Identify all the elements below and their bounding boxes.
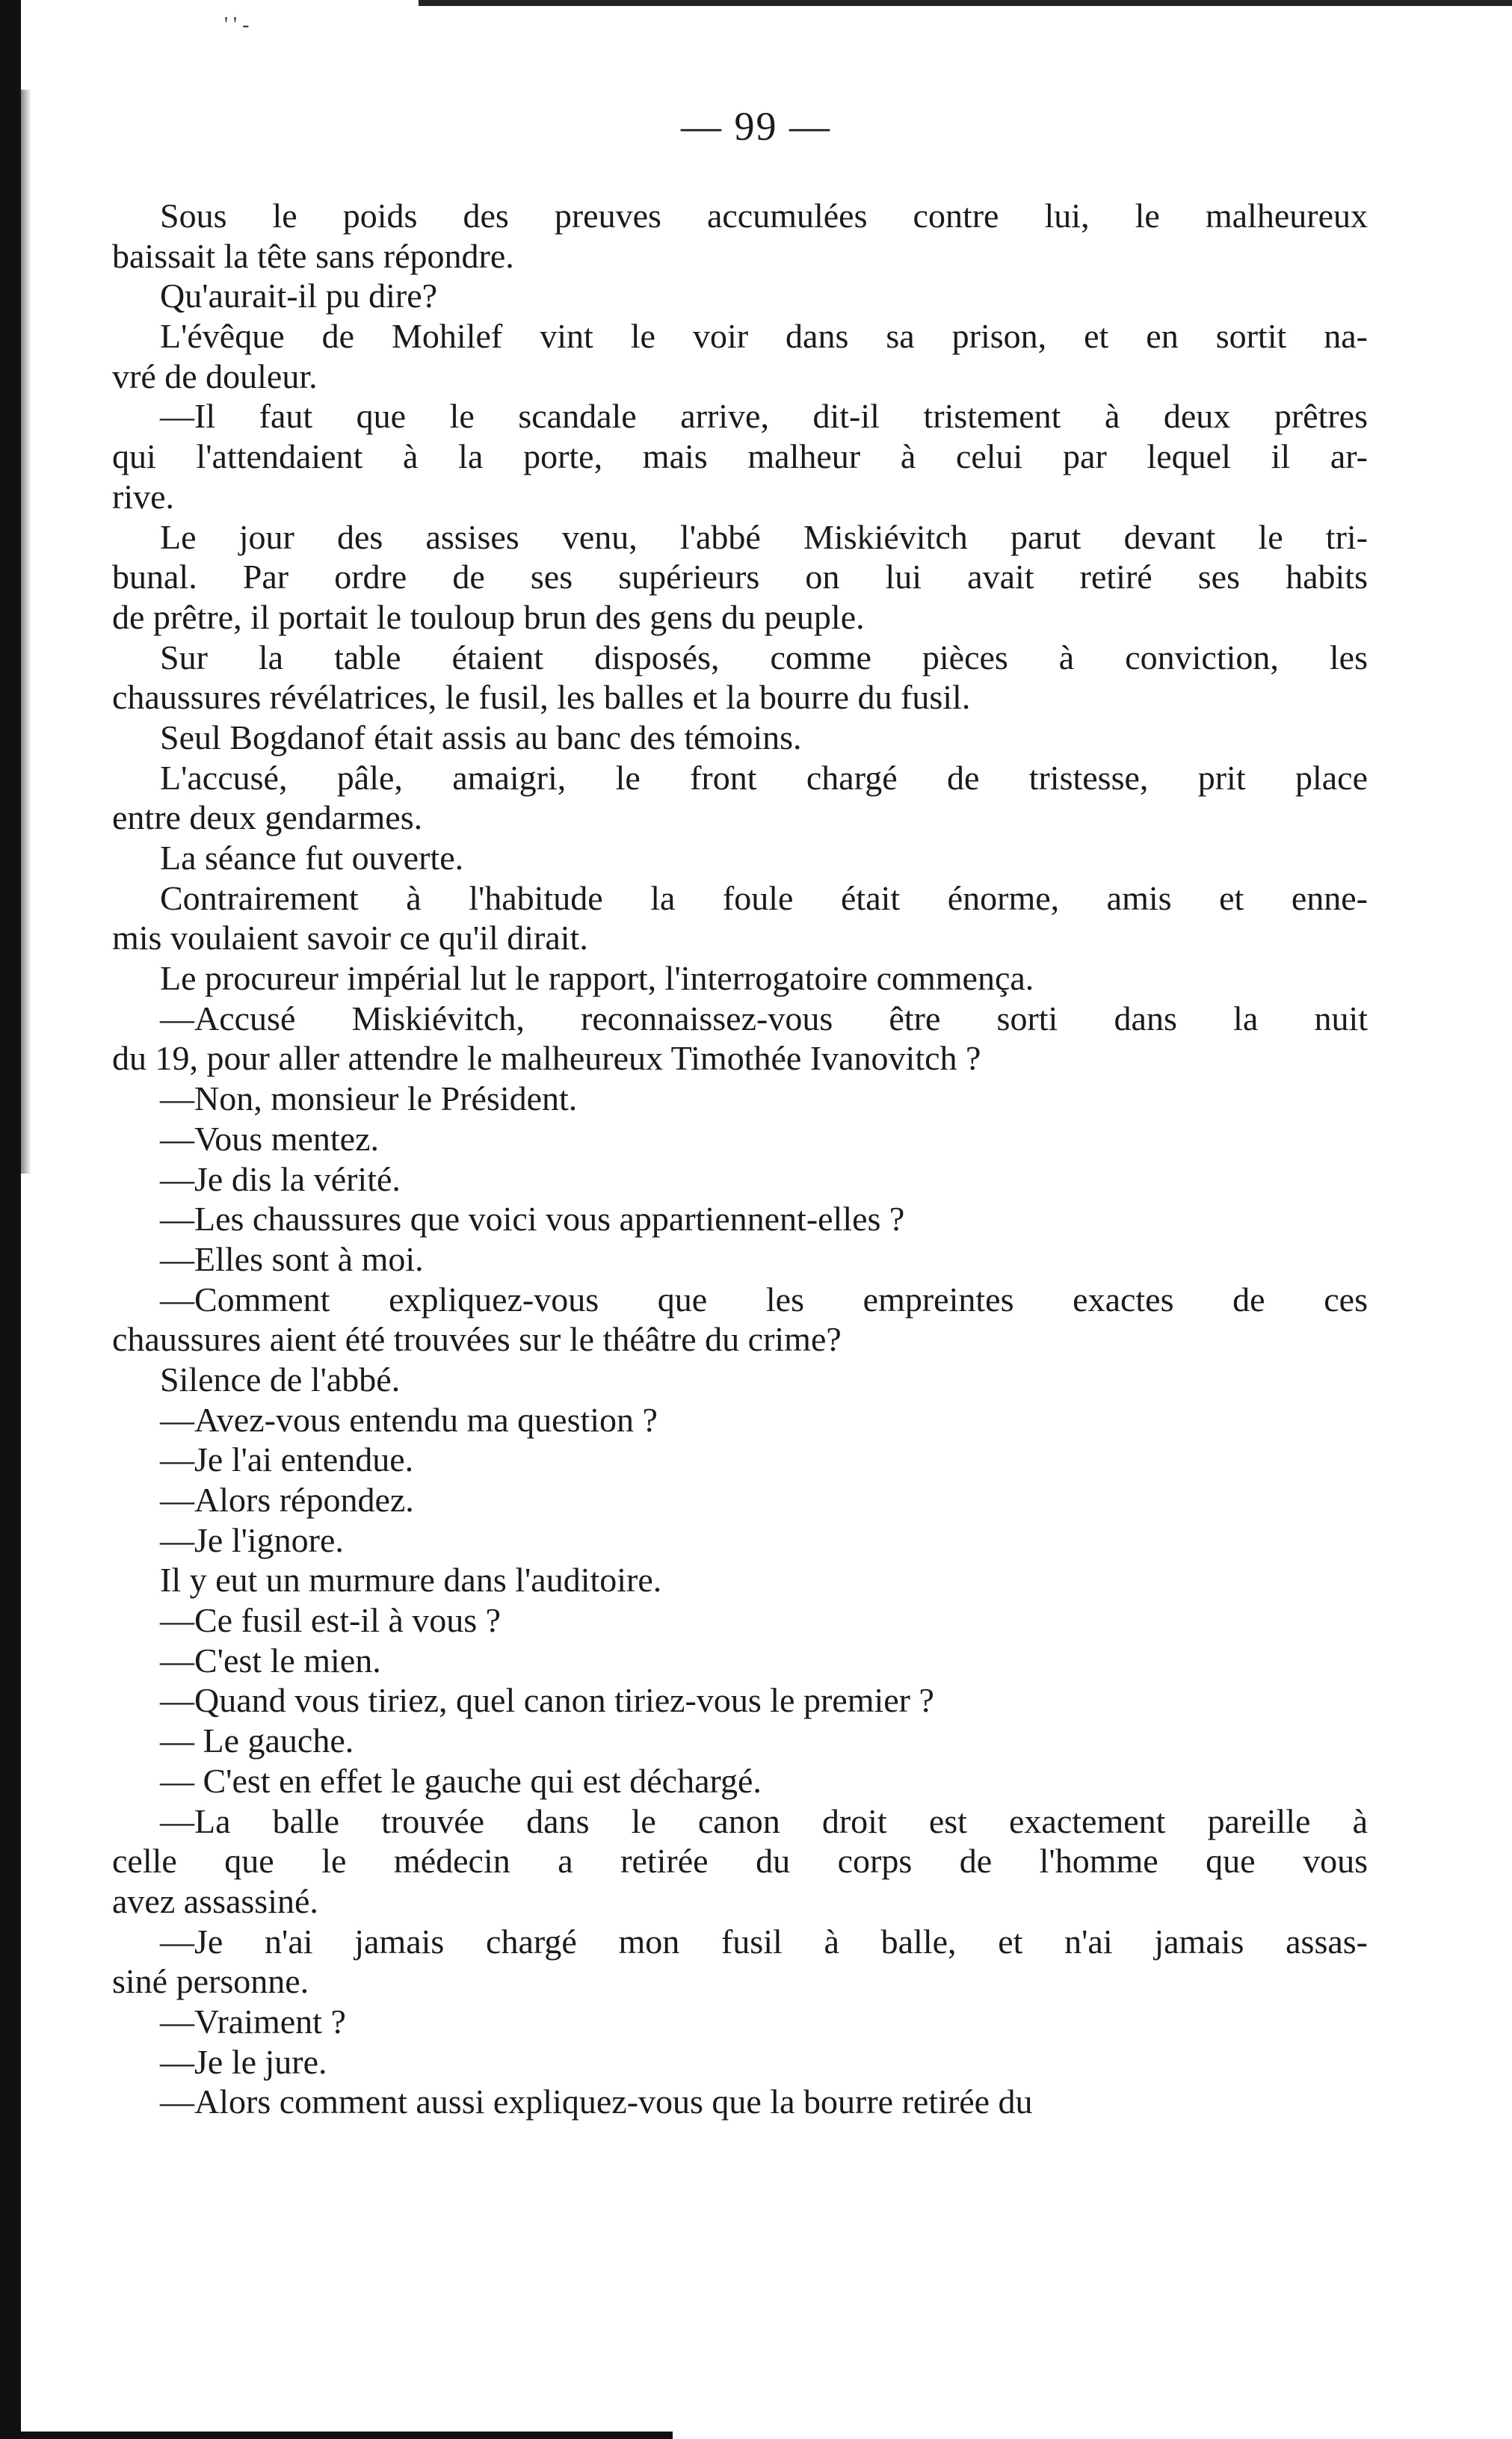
paragraph	[112, 1239, 1368, 1280]
paragraph	[112, 958, 1368, 999]
text-line: siné personne.	[112, 1962, 309, 2001]
text-line: —Les chaussures que voici vous appartiennent-elles ?	[160, 1200, 905, 1239]
text-line: baissait la tête sans répondre.	[112, 236, 514, 275]
paragraph	[112, 1280, 1368, 1360]
text-line: —Avez-vous entendu ma question ?	[160, 1400, 658, 1439]
page-number: — 99 —	[681, 104, 831, 149]
scan-top-edge	[419, 0, 1512, 6]
paragraph	[112, 838, 1368, 878]
text-line: —Non, monsieur le Président.	[160, 1079, 578, 1118]
paragraph	[112, 1761, 1368, 1801]
text-line: —Alors répondez.	[160, 1481, 414, 1519]
paragraph	[112, 1360, 1368, 1400]
text-line: du 19, pour aller attendre le malheureux Timothée Ivanovitch ?	[112, 1039, 981, 1078]
paragraph	[112, 758, 1368, 838]
text-line: —Je l'ai entendue.	[160, 1440, 414, 1479]
paragraph	[112, 1119, 1368, 1159]
text-line: —Vous mentez.	[160, 1119, 380, 1158]
text-line: chaussures révélatrices, le fusil, les balles et la bourre du fusil.	[112, 678, 971, 717]
paragraph	[112, 1199, 1368, 1239]
paragraph	[112, 1641, 1368, 1681]
text-line: —Elles sont à moi.	[160, 1239, 424, 1278]
paragraph	[112, 316, 1368, 396]
text-line: — Le gauche.	[160, 1721, 354, 1760]
text-line: Sur la table étaient disposés, comme pièces à conviction, les	[160, 638, 1368, 676]
text-line: qui l'attendaient à la porte, mais malheur à celui par lequel il ar-	[112, 437, 1368, 476]
text-line: —Alors comment aussi expliquez-vous que la bourre retirée du	[160, 2082, 1033, 2121]
paragraph	[112, 1600, 1368, 1641]
paragraph	[112, 878, 1368, 958]
page-text-body	[112, 196, 1368, 2122]
text-line: Silence de l'abbé.	[160, 1360, 401, 1399]
text-line: avez assassiné.	[112, 1881, 318, 1920]
text-line: La séance fut ouverte.	[160, 839, 464, 877]
paragraph	[112, 1801, 1368, 1922]
paragraph	[112, 517, 1368, 638]
text-line: —Comment expliquez-vous que les empreintes exactes de ces	[160, 1280, 1368, 1319]
paragraph	[112, 1480, 1368, 1520]
text-line: Contrairement à l'habitude la foule était énorme, amis et enne-	[160, 878, 1368, 917]
paragraph	[112, 718, 1368, 758]
paragraph	[112, 1721, 1368, 1761]
text-line: Il y eut un murmure dans l'auditoire.	[160, 1561, 662, 1600]
text-line: Le procureur impérial lut le rapport, l'interrogatoire commença.	[160, 959, 1034, 998]
text-line: Le jour des assises venu, l'abbé Miskiévitch parut devant le tri-	[160, 517, 1368, 556]
text-line: L'accusé, pâle, amaigri, le front chargé de tristesse, prit place	[160, 758, 1368, 797]
text-line: —Je dis la vérité.	[160, 1159, 401, 1198]
text-line: —Ce fusil est-il à vous ?	[160, 1601, 502, 1640]
text-line: vré de douleur.	[112, 357, 318, 395]
text-line: celle que le médecin a retirée du corps de l'homme que vous	[112, 1842, 1368, 1881]
text-line: —Accusé Miskiévitch, reconnaissez-vous être sorti dans la nuit	[160, 999, 1368, 1037]
paragraph	[112, 1680, 1368, 1721]
paragraph	[112, 2002, 1368, 2042]
paragraph	[112, 276, 1368, 316]
text-line: chaussures aient été trouvées sur le théâtre du crime?	[112, 1320, 842, 1359]
text-line: — C'est en effet le gauche qui est déchargé.	[160, 1761, 762, 1800]
paragraph	[112, 1079, 1368, 1119]
paragraph	[112, 1440, 1368, 1480]
paragraph	[112, 638, 1368, 718]
text-line: —Vraiment ?	[160, 2002, 346, 2041]
paragraph	[112, 1560, 1368, 1600]
text-line: —Je le jure.	[160, 2042, 327, 2081]
text-line: L'évêque de Mohilef vint le voir dans sa prison, et en sortit na-	[160, 317, 1368, 356]
text-line: mis voulaient savoir ce qu'il dirait.	[112, 919, 588, 958]
paragraph	[112, 196, 1368, 276]
paragraph	[112, 1400, 1368, 1440]
text-line: —C'est le mien.	[160, 1641, 381, 1680]
top-marks: ' ' -	[224, 13, 250, 37]
paragraph	[112, 2082, 1368, 2122]
paragraph	[112, 2042, 1368, 2082]
paragraph	[112, 999, 1368, 1079]
text-line: entre deux gendarmes.	[112, 798, 423, 837]
text-line: —Je n'ai jamais chargé mon fusil à balle, et n'ai jamais assas-	[160, 1922, 1368, 1961]
text-line: —Je l'ignore.	[160, 1520, 344, 1559]
text-line: rive.	[112, 477, 175, 516]
paragraph	[112, 1159, 1368, 1200]
text-line: Qu'aurait-il pu dire?	[160, 277, 438, 315]
scan-edge-gradient	[21, 90, 31, 1174]
text-line: —Il faut que le scandale arrive, dit-il tristement à deux prêtres	[160, 397, 1368, 436]
text-line: —La balle trouvée dans le canon droit est exactement pareille à	[160, 1801, 1368, 1840]
text-line: —Quand vous tiriez, quel canon tiriez-vous le premier ?	[160, 1681, 934, 1720]
text-line: Seul Bogdanof était assis au banc des témoins.	[160, 718, 802, 756]
scan-edge-shadow	[0, 0, 21, 2439]
text-line: de prêtre, il portait le touloup brun des gens du peuple.	[112, 597, 865, 636]
paragraph	[112, 396, 1368, 517]
paragraph	[112, 1520, 1368, 1561]
text-line: Sous le poids des preuves accumulées contre lui, le malheureux	[160, 197, 1368, 235]
text-line: bunal. Par ordre de ses supérieurs on lui avait retiré ses habits	[112, 558, 1368, 596]
scan-bottom-edge	[0, 2432, 673, 2439]
paragraph	[112, 1922, 1368, 2002]
